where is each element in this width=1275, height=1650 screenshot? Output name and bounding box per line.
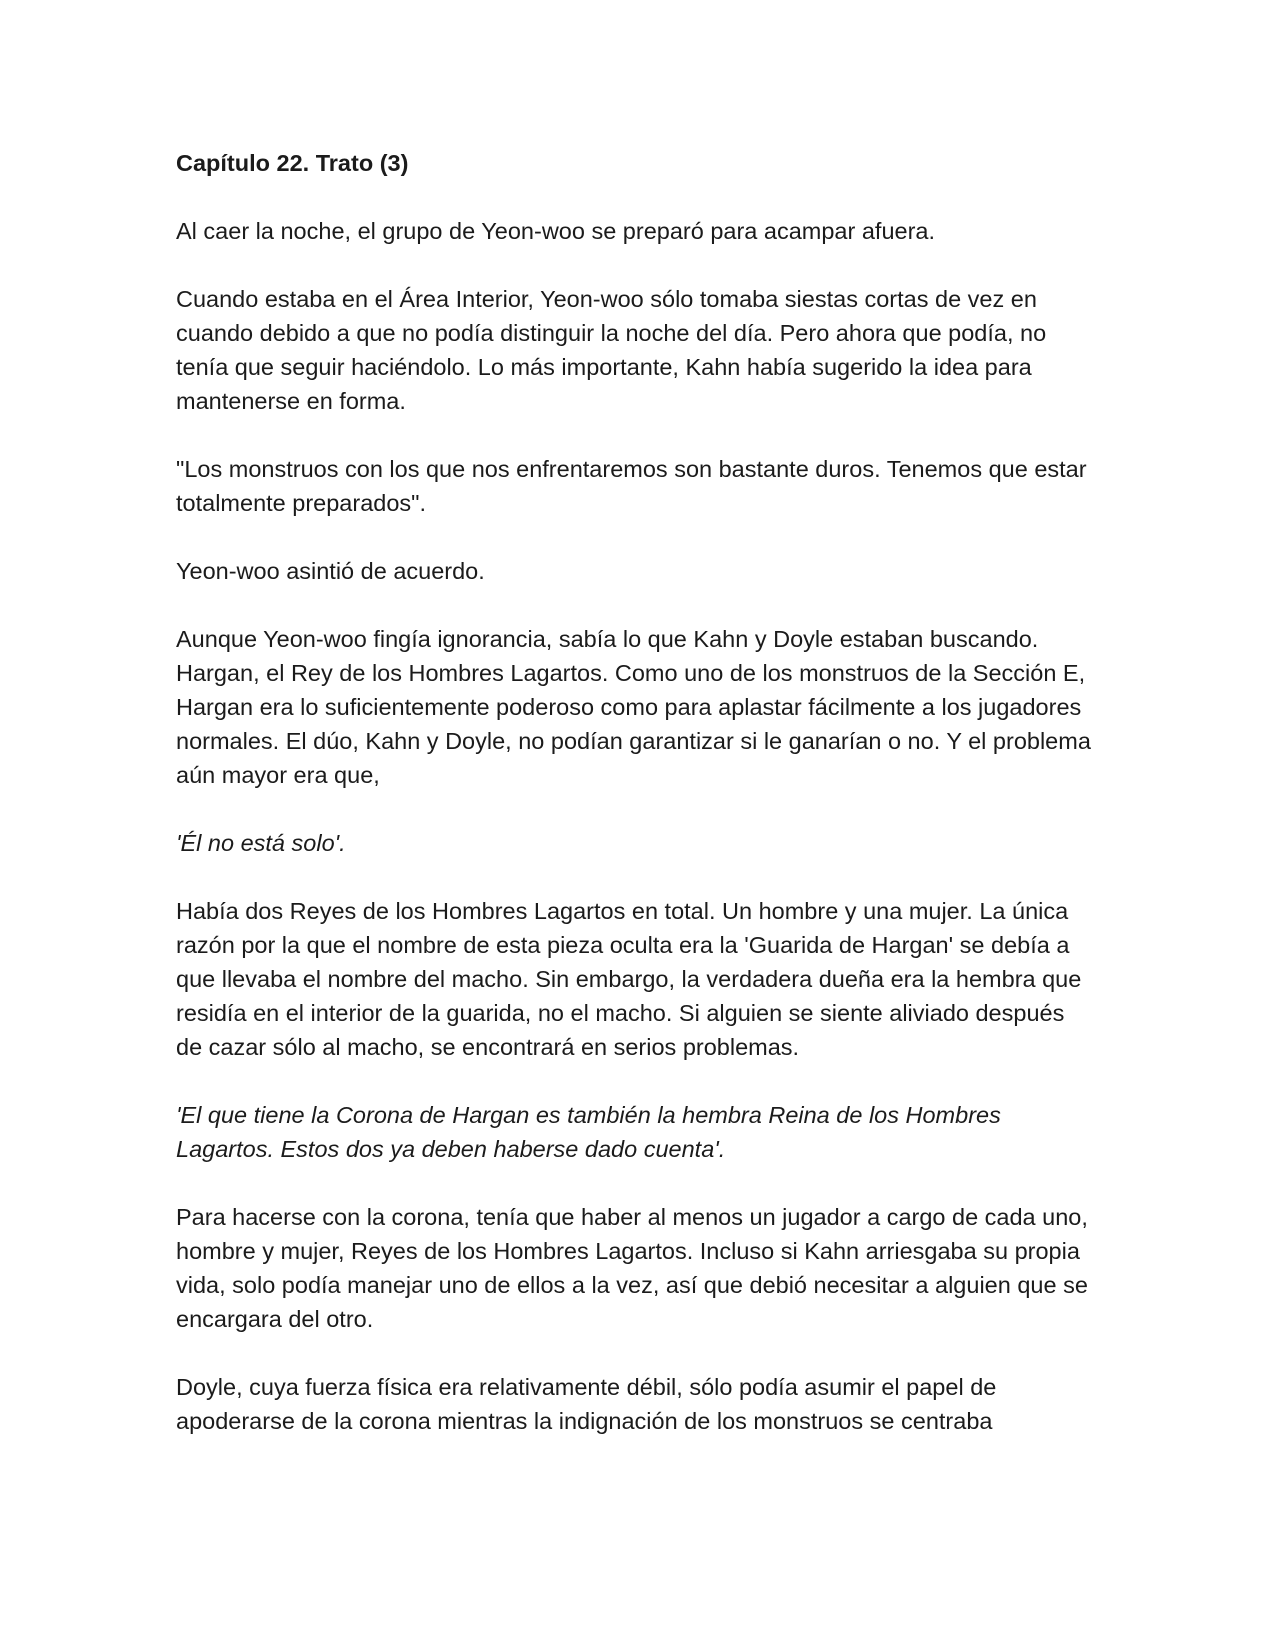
paragraph: Para hacerse con la corona, tenía que haber al menos un jugador a cargo de cada uno, hombre y mujer, Reyes de los Hombres Lagartos. Incluso si Kahn arriesgaba su propia vida, solo podía manejar uno de ellos a la vez, así que debió necesitar a alguien que se encargara del otro. bbox=[176, 1204, 1088, 1332]
paragraph: Doyle, cuya fuerza física era relativamente débil, sólo podía asumir el papel de apoderarse de la corona mientras la indignación de los monstruos se centraba bbox=[176, 1374, 997, 1434]
paragraph: Yeon-woo asintió de acuerdo. bbox=[176, 558, 485, 584]
paragraph: Al caer la noche, el grupo de Yeon-woo se preparó para acampar afuera. bbox=[176, 218, 936, 244]
paragraph: Aunque Yeon-woo fingía ignorancia, sabía lo que Kahn y Doyle estaban buscando. Hargan, el Rey de los Hombres Lagartos. Como uno de los monstruos de la Sección E, Hargan era lo suficientemente poderoso como para aplastar fácilmente a los jugadores normales. El dúo, Kahn y Doyle, no podían garantizar si le ganarían o no. Y el problema aún mayor era que, bbox=[176, 626, 1091, 788]
paragraph: Cuando estaba en el Área Interior, Yeon-woo sólo tomaba siestas cortas de vez en cuando debido a que no podía distinguir la noche del día. Pero ahora que podía, no tenía que seguir haciéndolo. Lo más importante, Kahn había sugerido la idea para mantenerse en forma. bbox=[176, 286, 1047, 414]
document-body bbox=[176, 146, 1096, 1438]
paragraph: Había dos Reyes de los Hombres Lagartos en total. Un hombre y una mujer. La única razón por la que el nombre de esta pieza oculta era la 'Guarida de Hargan' se debía a que llevaba el nombre del macho. Sin embargo, la verdadera dueña era la hembra que residía en el interior de la guarida, no el macho. Si alguien se siente aliviado después de cazar sólo al macho, se encontrará en serios problemas. bbox=[176, 898, 1082, 1060]
chapter-title: Capítulo 22. Trato (3) bbox=[176, 150, 409, 176]
paragraph: "Los monstruos con los que nos enfrentaremos son bastante duros. Tenemos que estar totalmente preparados". bbox=[176, 456, 1087, 516]
italic-thought: 'El que tiene la Corona de Hargan es también la hembra Reina de los Hombres Lagartos. Estos dos ya deben haberse dado cuenta'. bbox=[176, 1102, 1001, 1162]
italic-thought: 'Él no está solo'. bbox=[176, 830, 346, 856]
